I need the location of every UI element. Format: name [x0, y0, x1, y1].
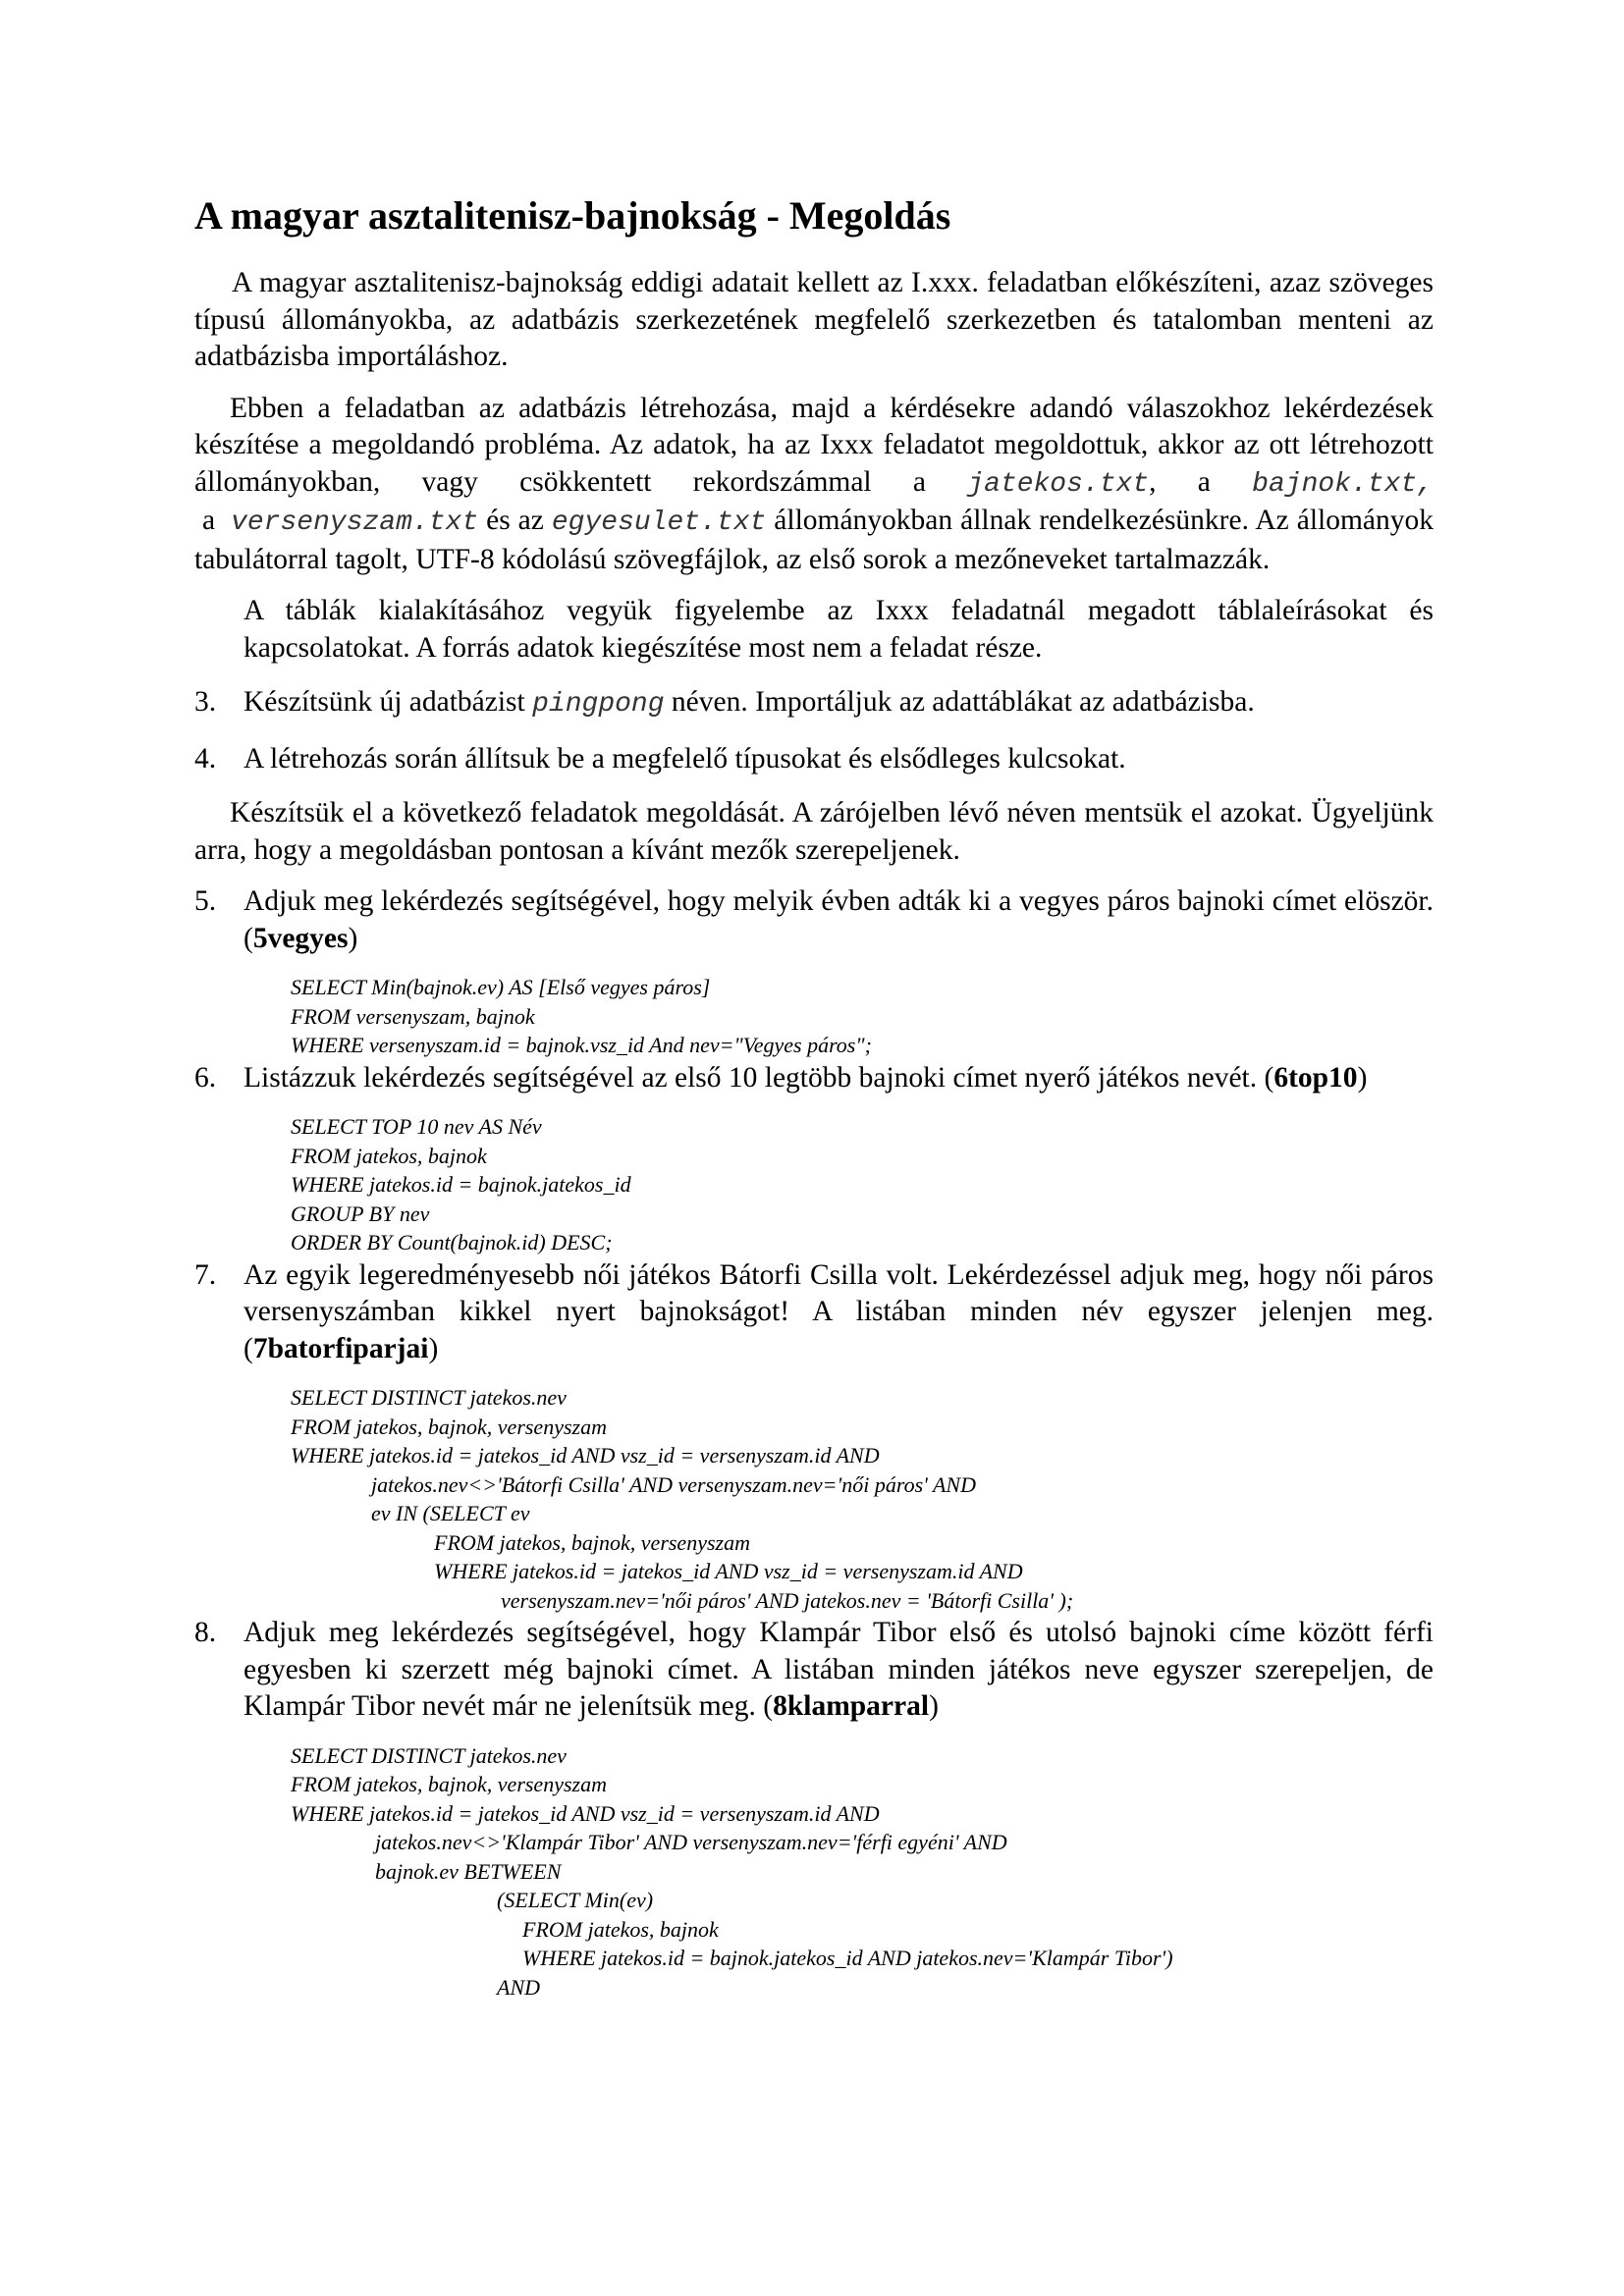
paren-close: )	[1357, 1061, 1368, 1094]
item-text: néven. Importáljuk az adattáblákat az adatbázisba.	[664, 686, 1255, 718]
sql-line: SELECT DISTINCT jatekos.nev	[291, 1742, 567, 1768]
sql-line: WHERE jatekos.id = bajnok.jatekos_id AND jatekos.nev='Klampár Tibor')	[522, 1946, 1173, 1970]
sql-block-5	[291, 973, 1434, 1060]
list-item-4	[194, 741, 1434, 778]
list-text: A létrehozás során állítsuk be a megfelelő típusokat és elsődleges kulcsokat.	[244, 742, 1126, 774]
filename-egyesulet: egyesulet.txt	[551, 507, 767, 538]
paren-close: )	[428, 1332, 439, 1364]
filename-jatekos: jatekos.txt	[967, 468, 1150, 500]
paren-close: )	[348, 922, 358, 954]
query-name: 6top10	[1273, 1061, 1358, 1094]
task-description: Adjuk meg lekérdezés segítségével, hogy Klampár Tibor első és utolsó bajnoki címe között férfi egyesben ki szerzett még bajnoki címet. A listában minden játékos neve egyszer szerepeljen, de Klampár Tibor nevét már ne jelenítsük meg. (	[244, 1617, 1434, 1722]
sql-line: ORDER BY Count(bajnok.id) DESC;	[291, 1230, 613, 1255]
sql-line: WHERE jatekos.id = bajnok.jatekos_id	[291, 1172, 631, 1197]
item-text: Készítsünk új adatbázist	[244, 686, 533, 718]
document-page	[194, 192, 1434, 2002]
data-files-paragraph	[194, 391, 1434, 579]
task-text	[244, 1615, 1434, 1726]
sql-line: jatekos.nev<>'Klampár Tibor' AND versenyszam.nev='férfi egyéni' AND	[375, 1830, 1007, 1854]
sql-line: WHERE jatekos.id = jatekos_id AND vsz_id = versenyszam.id AND	[291, 1443, 880, 1468]
task-8	[194, 1615, 1434, 1726]
list-number: 3.	[194, 686, 217, 718]
sql-line: GROUP BY nev	[291, 1201, 430, 1226]
sql-line: WHERE jatekos.id = jatekos_id AND vsz_id = versenyszam.id AND	[434, 1559, 1023, 1583]
database-name: pingpong	[532, 689, 665, 720]
sql-line: FROM jatekos, bajnok	[291, 1143, 487, 1168]
list-number: 7.	[194, 1258, 217, 1291]
task-text	[244, 1257, 1434, 1368]
query-name: 7batorfiparjai	[252, 1332, 429, 1364]
sql-line: FROM jatekos, bajnok, versenyszam	[291, 1772, 607, 1796]
paren-close: )	[929, 1690, 939, 1722]
sql-line: AND	[497, 1974, 540, 2000]
filename-bajnok: bajnok.txt,	[1252, 468, 1434, 500]
sql-line: WHERE versenyszam.id = bajnok.vsz_id And nev="Vegyes páros";	[291, 1033, 872, 1057]
sql-line: FROM jatekos, bajnok, versenyszam	[434, 1529, 750, 1555]
sql-line: WHERE jatekos.id = jatekos_id AND vsz_id = versenyszam.id AND	[291, 1800, 880, 1826]
sql-line: SELECT TOP 10 nev AS Név	[291, 1114, 542, 1139]
task-6	[194, 1060, 1434, 1097]
task-7	[194, 1257, 1434, 1368]
sql-line: FROM jatekos, bajnok	[522, 1916, 719, 1942]
sql-line: SELECT Min(bajnok.ev) AS [Első vegyes páros]	[291, 975, 711, 999]
sql-block-7	[291, 1383, 1434, 1615]
task-description: Listázzuk lekérdezés segítségével az első 10 legtöbb bajnoki címet nyerő játékos nevét. (	[244, 1061, 1274, 1094]
instructions-paragraph: Készítsük el a következő feladatok megoldását. A zárójelben lévő néven mentsük el azokat. Ügyeljünk arra, hogy a megoldásban pontosan a kívánt mezők szerepeljenek.	[194, 797, 1434, 866]
sql-block-6	[291, 1112, 1434, 1257]
sql-line: bajnok.ev BETWEEN	[375, 1858, 562, 1884]
sql-line: (SELECT Min(ev)	[497, 1888, 654, 1912]
paragraph-text: Ebben a feladatban az adatbázis létrehozása, majd a kérdésekre adandó válaszokhoz lekérdezések készítése a megoldandó probléma. Az adatok, ha az Ixxx feladatot megoldottuk, akkor az ott létrehozott állományokban, vagy csökkentett rekordszámmal a	[194, 392, 1434, 498]
list-number: 4.	[194, 742, 217, 774]
task-5	[194, 883, 1434, 957]
sql-block-8	[291, 1741, 1434, 2002]
task-description: Adjuk meg lekérdezés segítségével, hogy melyik évben adták ki a vegyes páros bajnoki címet elöször. (	[244, 885, 1434, 954]
sql-line: versenyszam.nev='női páros' AND jatekos.nev = 'Bátorfi Csilla' );	[501, 1587, 1074, 1613]
task-description: Az egyik legeredményesebb női játékos Bátorfi Csilla volt. Lekérdezéssel adjuk meg, hogy női páros versenyszámban kikkel nyert bajnokságot! A listában minden név egyszer jelenjen meg. (	[244, 1258, 1434, 1364]
list-number: 5.	[194, 885, 217, 917]
task-text	[244, 883, 1434, 957]
sql-line: jatekos.nev<>'Bátorfi Csilla' AND versenyszam.nev='női páros' AND	[371, 1471, 976, 1497]
sql-line: SELECT DISTINCT jatekos.nev	[291, 1385, 567, 1410]
page-title: A magyar asztalitenisz-bajnokság - Megoldás	[194, 193, 951, 238]
filename-versenyszam: versenyszam.txt	[231, 507, 479, 538]
sql-line: FROM jatekos, bajnok, versenyszam	[291, 1414, 607, 1439]
separator-text: és az	[478, 505, 552, 536]
query-name: 5vegyes	[252, 922, 349, 954]
list-number: 8.	[194, 1617, 217, 1648]
tables-paragraph: A táblák kialakításához vegyük figyelembe az Ixxx feladatnál megadott táblaleírásokat és kapcsolatokat. A forrás adatok kiegészítése most nem a feladat része.	[244, 595, 1434, 664]
query-name: 8klamparral	[773, 1690, 930, 1722]
separator-text: , a	[1149, 465, 1253, 498]
separator-text: a	[194, 505, 232, 536]
intro-paragraph: A magyar asztalitenisz-bajnokság eddigi adatait kellett az I.xxx. feladatban előkészíteni, azaz szöveges típusú állományokba, az adatbázis szerkezetének megfelelő szerkezetben és tatalomban menteni az adatbázisba importáláshoz.	[194, 267, 1434, 372]
list-text	[244, 684, 1434, 723]
list-item-3	[194, 684, 1434, 723]
paragraph-text: állományokban állnak rendelkezésünkre. Az állományok tabulátorral tagolt, UTF-8 kódolású szövegfájlok, az első sorok a mezőneveket tartalmazzák.	[194, 505, 1434, 575]
sql-line: ev IN (SELECT ev	[371, 1501, 530, 1525]
sql-line: FROM versenyszam, bajnok	[291, 1003, 535, 1029]
task-text	[244, 1060, 1434, 1097]
list-number: 6.	[194, 1061, 217, 1094]
